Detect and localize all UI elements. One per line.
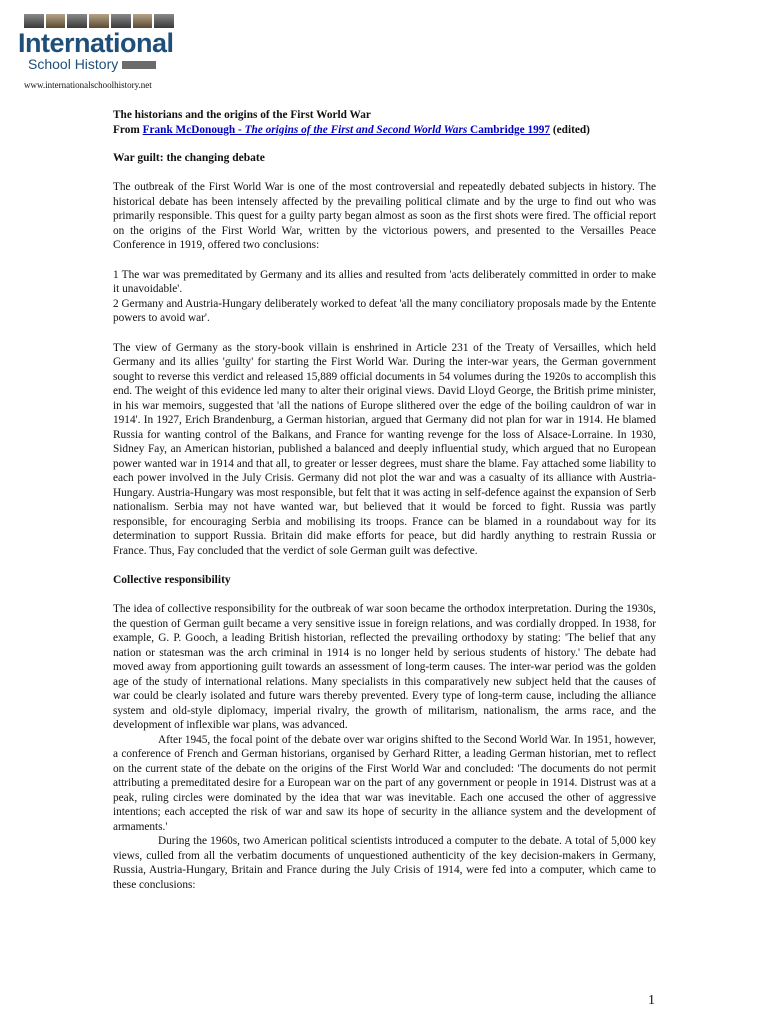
link-author: Frank McDonough - [142,123,245,136]
section-heading-collective: Collective responsibility [113,574,231,586]
page-number: 1 [648,993,655,1008]
document-body [113,108,656,892]
source-prefix: From [113,123,143,136]
paragraph-1960s: During the 1960s, two American political scientists introduced a computer to the debate. A total of 5,000 key views, culled from all the verbatim documents of unquestioned authenticity of the key decision-makers in Germany, Russia, Austria-Hungary, Britain and France during the July Crisis of 1914, were fed into a computer, which came to these conclusions: [113,835,656,891]
site-url[interactable]: www.internationalschoolhistory.net [24,80,152,90]
document-title: The historians and the origins of the First World War [113,109,371,121]
conclusion-2: 2 Germany and Austria-Hungary deliberately worked to defeat 'all the many conciliatory proposals made by the Entente powers to avoid war'. [113,297,656,324]
link-book: The origins of the First and Second World Wars [244,123,468,136]
paragraph-intro: The outbreak of the First World War is one of the most controversial and repeatedly debated subjects in history. The historical debate has been intensely affected by the prevailing political climate and by the urge to find out who was primarily responsible. This quest for a guilty party began almost as soon as the first shots were fired. The official report on the origins of the First World War, written by the victorious powers, and presented to the Versailles Peace Conference in 1919, offered two conclusions: [113,181,656,251]
logo-subtitle-text: School History [28,56,119,72]
source-line [113,123,656,138]
conclusion-1: 1 The war was premeditated by Germany and its allies and resulted from 'acts deliberately committed in order to make it unavoidable'. [113,268,656,295]
link-publisher: Cambridge 1997 [467,123,551,136]
photo-strip [24,14,174,28]
logo-subtitle [28,57,180,72]
logo-decoration [122,61,156,69]
paragraph-after-1945: After 1945, the focal point of the debate over war origins shifted to the Second World War. In 1951, however, a conference of French and German historians, organised by Gerhard Ritter, a leading German historian, met to reflect on the current state of the debate on the origins of the First World War and concluded: 'The documents do not permit attributing a premeditated desire for a European war on the part of any government or people in 1914. Distrust was at a peak, ruling circles were dominated by the idea that war was inevitable. Each one accused the other of aggressive intentions; each accepted the risk of war and saw its hope of security in the alliance system and the development of armaments.' [113,733,656,833]
logo-title: International [18,28,174,58]
section-heading-war-guilt: War guilt: the changing debate [113,152,265,164]
source-edited: (edited) [550,123,590,136]
site-logo[interactable] [18,14,180,74]
paragraph-versailles: The view of Germany as the story-book villain is enshrined in Article 231 of the Treaty of Versailles, which held Germany and its allies 'guilty' for starting the First World War. During the inter-war years, the German government sought to reverse this verdict and released 15,889 official documents in 54 volumes during the 1920s to accomplish this end. The weight of this evidence led many to alter their original views. David Lloyd George, the British prime minister, in his war memoirs, suggested that 'all the nations of Europe slithered over the edge of the boiling cauldron of war in 1914'. In 1927, Erich Brandenburg, a German historian, argued that Germany did not plan for war in 1914. He blamed Russia for wanting control of the Balkans, and France for wanting revenge for the loss of Alsace-Lorraine. In 1930, Sidney Fay, an American historian, published a balanced and deeply influential study, which argued that no European power wanted war in 1914 and that all, to greater or lesser degrees, must share the blame. Fay attached some liability to each power involved in the July Crisis. Germany did not plot the war and was a casualty of its alliance with Austria-Hungary. Austria-Hungary was most responsible, but felt that it was acting in self-defence against the expansion of Serb nationalism. Serbia may not have wanted war, but believed that it would be forced to fight. Russia was partly responsible, for encouraging Serbia and mobilising its troops. France can be blamed in a roundabout way for its determination to support Russia. Britain did make efforts for peace, but did hardly anything to restrain Russia or France. Thus, Fay concluded that the verdict of sole German guilt was defective. [113,341,656,557]
source-link[interactable] [143,124,550,136]
paragraph-collective: The idea of collective responsibility for the outbreak of war soon became the orthodox interpretation. During the 1930s, the question of German guilt became a very sensitive issue in foreign relations, and was cordially dropped. In 1938, for example, G. P. Gooch, a leading British historian, reflected the prevailing orthodoxy by stating: 'The belief that any nation or statesman was the arch criminal in 1914 is no longer held by serious students of history.' The debate had moved away from apportioning guilt towards an assessment of long-term causes. The inter-war period was the golden age of the study of international relations. Many specialists in this comparatively new subject held that the causes of war could be clearly isolated and future wars thereby prevented. Every type of long-term cause, including the alliance system and old-style diplomacy, imperial rivalry, the growth of militarism, nationalism, the arms race, and the development of inflexible war plans, was advanced. [113,603,656,731]
